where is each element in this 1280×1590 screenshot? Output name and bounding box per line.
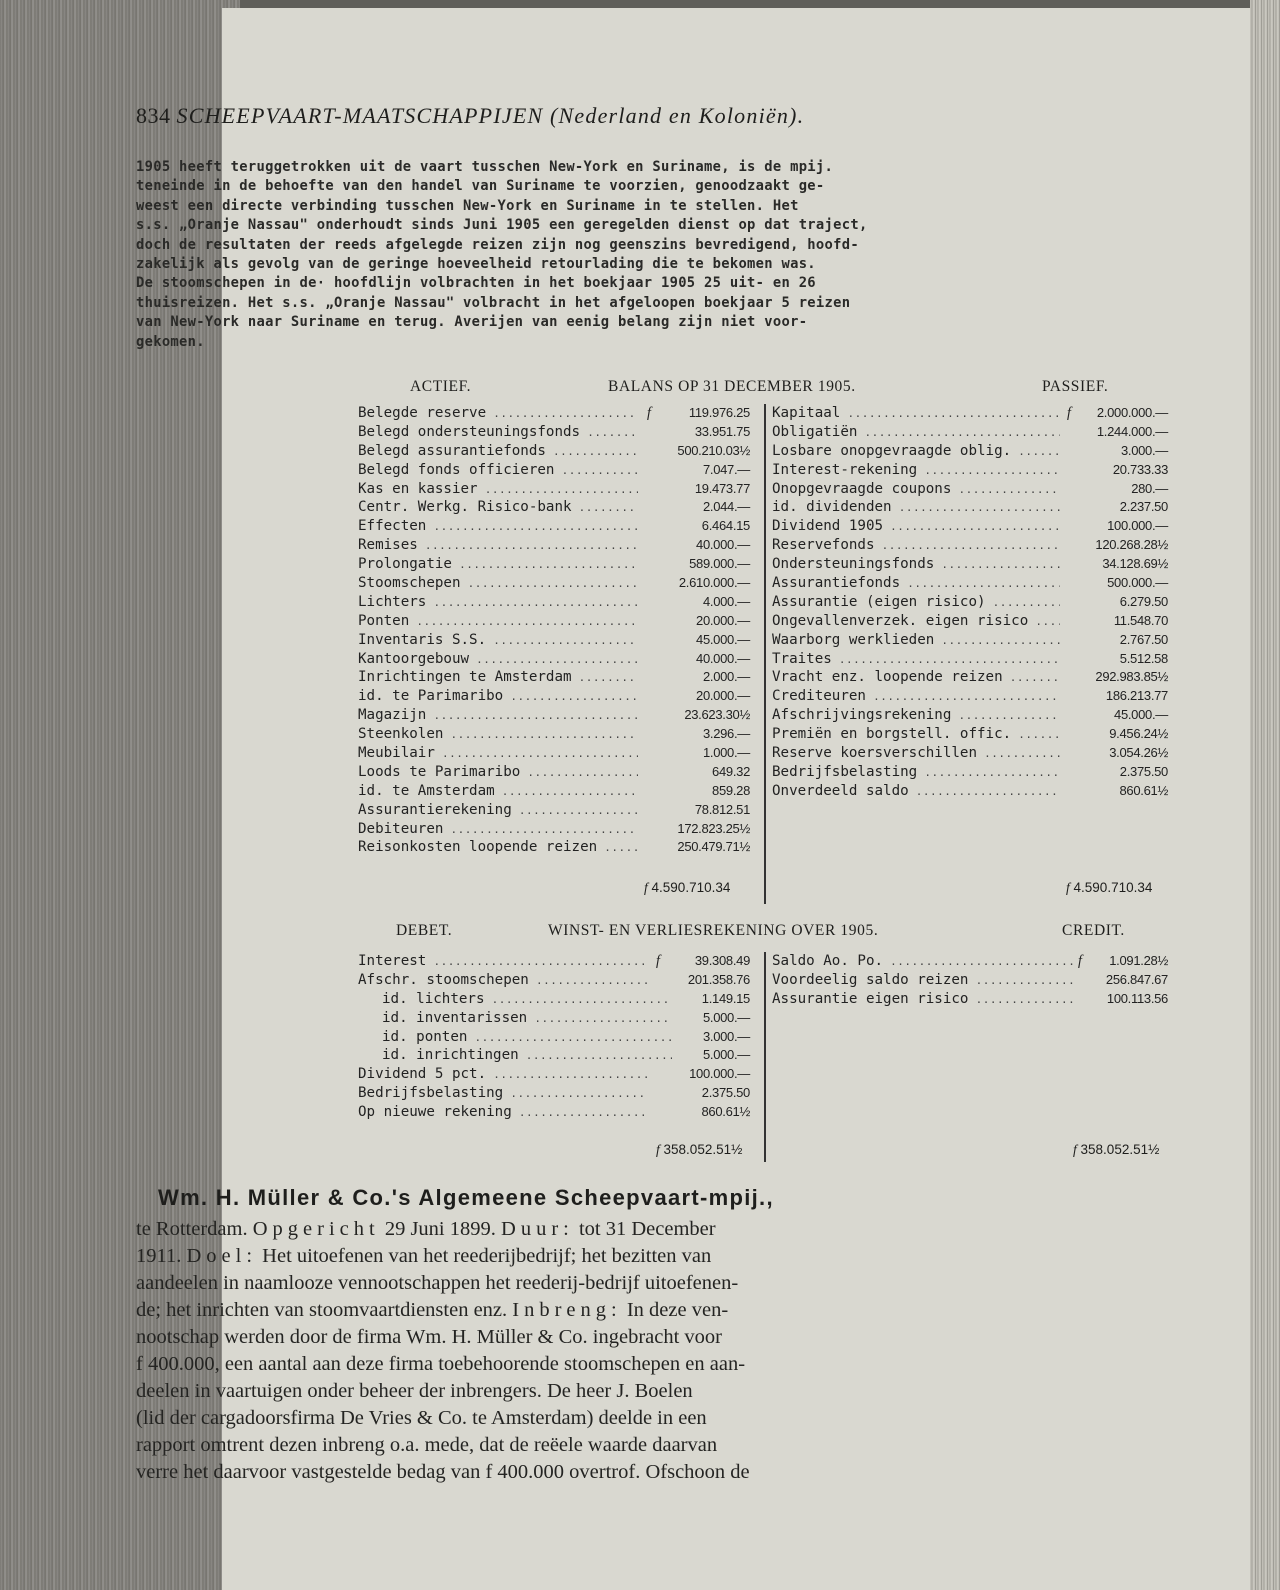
ledger-label: Kapitaal .....: [772, 404, 1060, 424]
ledger-row: [358, 990, 758, 1009]
ledger-label: Kantoorgebouw .....: [358, 650, 638, 670]
ledger-row: [358, 820, 758, 839]
ledger-amount: 11.548.70: [1113, 612, 1168, 628]
ledger-amount: 2.375.50: [701, 1085, 750, 1101]
ledger-amount: 201.358.76: [687, 971, 750, 987]
company-text-line: aandeelen in naamlooze vennootschappen het reederij-bedrijf uitoefenen-: [136, 1272, 739, 1294]
ledger-amount: 256.847.67: [1105, 971, 1168, 987]
ledger-amount: 3.296.—: [702, 726, 750, 742]
ledger-row: [358, 952, 758, 971]
currency-symbol: f: [647, 405, 651, 421]
currency-symbol: f: [656, 953, 660, 969]
company-text-line: 1911. Doel: Het uitoefenen van het reederijbedrijf; het bezitten van: [136, 1245, 712, 1267]
ledger-row: [358, 650, 758, 669]
ledger-row: [358, 1028, 758, 1047]
ledger-row: [358, 668, 758, 687]
ledger-label: id. inrichtingen .....: [358, 1046, 672, 1066]
ledger-amount: 2.000.000.—: [1096, 405, 1168, 420]
ledger-amount: 1.000.—: [702, 745, 750, 761]
ledger-label: Debiteuren .....: [358, 820, 638, 840]
ledger-amount: 5.000.—: [702, 1009, 750, 1025]
ledger-row: [772, 725, 1172, 744]
balans-total-actief: f 4.590.710.34: [644, 880, 731, 895]
ledger-amount: 2.767.50: [1119, 631, 1168, 647]
ledger-row: [772, 612, 1172, 631]
balans-divider: [764, 404, 766, 904]
company-text-line: deelen in vaartuigen onder beheer der inbrengers. De heer J. Boelen: [136, 1380, 693, 1402]
ledger-label: Afschrijvingsrekening .....: [772, 706, 1060, 726]
ledger-amount: 186.213.77: [1105, 688, 1168, 704]
ledger-amount: 4.000.—: [702, 593, 750, 609]
ledger-label: Assurantie (eigen risico) .....: [772, 593, 1060, 613]
ledger-label: Meubilair .....: [358, 744, 638, 764]
ledger-amount: 20.000.—: [696, 612, 750, 628]
ledger-row: [358, 480, 758, 499]
ledger-label: Reserve koersverschillen .....: [772, 744, 1060, 764]
ledger-row: [772, 423, 1172, 442]
ledger-amount: 292.983.85½: [1095, 669, 1168, 685]
ledger-row: [772, 990, 1172, 1009]
balans-title: BALANS OP 31 DECEMBER 1905.: [608, 378, 856, 395]
page-header: [136, 103, 1156, 129]
ledger-amount: 45.000.—: [696, 631, 750, 647]
ledger-amount: 3.054.26½: [1109, 745, 1168, 761]
ledger-amount: 649.32: [712, 763, 750, 779]
ledger-label: Bedrijfsbelasting .....: [772, 763, 1060, 783]
ledger-row: [772, 782, 1172, 801]
ledger-row: [358, 971, 758, 990]
ledger-amount: 860.61½: [701, 1104, 750, 1120]
ledger-amount: 39.308.49: [694, 953, 750, 968]
company-title: Wm. H. Müller & Co.'s Algemeene Scheepvaart-mpij.,: [158, 1185, 774, 1210]
ledger-amount: 20.000.—: [696, 688, 750, 704]
ledger-row: [358, 687, 758, 706]
ledger-amount: 20.733.33: [1112, 461, 1168, 477]
ledger-label: id. inventarissen .....: [358, 1009, 672, 1029]
ledger-label: Premiën en borgstell. offic. .....: [772, 725, 1060, 745]
winst-credit-list: [772, 952, 1172, 1009]
ledger-row: [772, 631, 1172, 650]
intro-line: thuisreizen. Het s.s. „Oranje Nassau" volbracht in het afgeloopen boekjaar 5 reizen: [136, 294, 851, 311]
ledger-label: id. ponten .....: [358, 1028, 672, 1048]
ledger-label: id. dividenden .....: [772, 498, 1060, 518]
ledger-amount: 3.000.—: [1120, 442, 1168, 458]
currency-symbol: f: [1078, 953, 1082, 969]
ledger-amount: 120.268.28½: [1095, 537, 1168, 553]
company-text-line: de; het inrichten van stoomvaartdiensten enz. Inbreng: In deze ven-: [136, 1299, 729, 1321]
ledger-label: Assurantie eigen risico .....: [772, 990, 1074, 1010]
ledger-row: [772, 687, 1172, 706]
ledger-row: [358, 442, 758, 461]
ledger-amount: 2.044.—: [702, 499, 750, 515]
ledger-row: [772, 706, 1172, 725]
ledger-amount: 2.375.50: [1119, 763, 1168, 779]
ledger-label: Reservefonds .....: [772, 536, 1060, 556]
ledger-amount: 172.823.25½: [677, 820, 750, 836]
ledger-row: [772, 498, 1172, 517]
ledger-row: [358, 744, 758, 763]
ledger-label: Belegd ondersteuningsfonds .....: [358, 423, 638, 443]
ledger-row: [358, 1046, 758, 1065]
ledger-label: Obligatiën .....: [772, 423, 1060, 443]
ledger-label: Interest-rekening .....: [772, 461, 1060, 481]
ledger-amount: 78.812.51: [694, 801, 750, 817]
ledger-label: Prolongatie .....: [358, 555, 638, 575]
company-text-line: verre het daarvoor vastgestelde bedag van f 400.000 overtrof. Ofschoon de: [136, 1461, 750, 1483]
ledger-amount: 250.479.71½: [677, 839, 750, 855]
ledger-row: [772, 668, 1172, 687]
ledger-label: Assurantiefonds .....: [772, 574, 1060, 594]
intro-paragraph: [136, 158, 951, 352]
company-text-line: nootschap werden door de firma Wm. H. Müller & Co. ingebracht voor: [136, 1326, 723, 1348]
ledger-amount: 100.113.56: [1106, 990, 1168, 1006]
ledger-label: Bedrijfsbelasting .....: [358, 1084, 648, 1104]
winst-divider: [764, 952, 766, 1162]
winst-title: WINST- EN VERLIESREKENING OVER 1905.: [548, 922, 879, 939]
ledger-label: Loods te Parimaribo .....: [358, 763, 638, 783]
ledger-amount: 6.464.15: [701, 518, 750, 534]
ledger-row: [358, 801, 758, 820]
ledger-label: Traites .....: [772, 650, 1060, 670]
ledger-row: [772, 593, 1172, 612]
ledger-row: [772, 650, 1172, 669]
ledger-amount: 589.000.—: [689, 556, 750, 572]
ledger-label: Saldo Ao. Po. .....: [772, 952, 1074, 972]
ledger-row: [358, 763, 758, 782]
ledger-amount: 280.—: [1131, 480, 1168, 496]
ledger-label: Op nieuwe rekening .....: [358, 1103, 648, 1123]
ledger-row: [358, 1009, 758, 1028]
ledger-row: [358, 725, 758, 744]
ledger-row: [358, 574, 758, 593]
intro-line: teneinde in de behoefte van den handel van Suriname te voorzien, genoodzaakt ge-: [136, 178, 825, 195]
ledger-amount: 23.623.30½: [684, 707, 750, 723]
book-right-edge: [1250, 0, 1280, 1590]
ledger-row: [772, 404, 1172, 423]
ledger-label: Losbare onopgevraagde oblig. .....: [772, 442, 1060, 462]
ledger-label: Belegd fonds officieren .....: [358, 461, 638, 481]
balans-passief-header: PASSIEF.: [1042, 378, 1109, 395]
ledger-label: Remises .....: [358, 536, 638, 556]
ledger-label: Waarborg werklieden .....: [772, 631, 1060, 651]
ledger-amount: 7.047.—: [702, 461, 750, 477]
ledger-label: Stoomschepen .....: [358, 574, 638, 594]
ledger-row: [358, 404, 758, 423]
ledger-label: Voordeelig saldo reizen .....: [772, 971, 1074, 991]
ledger-row: [772, 744, 1172, 763]
company-text-line: te Rotterdam. Opgericht 29 Juni 1899. Duur: tot 31 December: [136, 1218, 716, 1240]
ledger-label: Kas en kassier .....: [358, 480, 638, 500]
ledger-row: [772, 517, 1172, 536]
ledger-row: [772, 763, 1172, 782]
ledger-label: Centr. Werkg. Risico-bank .....: [358, 498, 638, 518]
ledger-amount: 5.000.—: [702, 1047, 750, 1063]
ledger-amount: 1.091.28½: [1109, 953, 1168, 968]
ledger-amount: 859.28: [712, 782, 750, 798]
ledger-row: [772, 555, 1172, 574]
ledger-label: Reisonkosten loopende reizen .....: [358, 838, 638, 858]
ledger-label: Lichters .....: [358, 593, 638, 613]
ledger-amount: 9.456.24½: [1109, 726, 1168, 742]
ledger-row: [772, 971, 1172, 990]
ledger-row: [358, 536, 758, 555]
currency-symbol: f: [1067, 405, 1071, 421]
ledger-row: [358, 593, 758, 612]
winst-credit-header: CREDIT.: [1062, 922, 1125, 939]
company-text-line: f 400.000, een aantal aan deze firma toebehoorende stoomschepen en aan-: [136, 1353, 746, 1375]
ledger-label: Ondersteuningsfonds .....: [772, 555, 1060, 575]
ledger-amount: 860.61½: [1119, 782, 1168, 798]
ledger-row: [358, 423, 758, 442]
ledger-row: [358, 706, 758, 725]
ledger-label: Assurantierekening .....: [358, 801, 638, 821]
ledger-amount: 40.000.—: [696, 537, 750, 553]
ledger-label: id. te Parimaribo .....: [358, 687, 638, 707]
ledger-row: [358, 838, 758, 857]
intro-line: s.s. „Oranje Nassau" onderhoudt sinds Juni 1905 een geregelden dienst op dat traject,: [136, 217, 868, 234]
ledger-amount: 34.128.69½: [1102, 556, 1168, 572]
ledger-label: Interest .....: [358, 952, 648, 972]
ledger-amount: 1.244.000.—: [1096, 423, 1168, 439]
company-text-line: (lid der cargadoorsfirma De Vries & Co. te Amsterdam) deelde in een: [136, 1407, 707, 1429]
winst-total-credit: f 358.052.51½: [1073, 1142, 1160, 1157]
ledger-label: Belegd assurantiefonds .....: [358, 442, 638, 462]
winst-debet-header: DEBET.: [396, 922, 453, 939]
ledger-label: Inventaris S.S. .....: [358, 631, 638, 651]
intro-line: zakelijk als gevolg van de geringe hoeveelheid retourlading die te bekomen was.: [136, 256, 816, 273]
winst-total-debet: f 358.052.51½: [656, 1142, 743, 1157]
ledger-label: id. te Amsterdam .....: [358, 782, 638, 802]
balans-passief-list: [772, 404, 1172, 801]
ledger-label: Afschr. stoomschepen .....: [358, 971, 648, 991]
intro-line: weest een directe verbinding tusschen New-York en Suriname in te stellen. Het: [136, 197, 799, 214]
ledger-row: [358, 555, 758, 574]
ledger-label: Crediteuren .....: [772, 687, 1060, 707]
ledger-row: [358, 498, 758, 517]
ledger-amount: 2.610.000.—: [678, 575, 750, 591]
intro-line: gekomen.: [136, 333, 205, 350]
ledger-amount: 5.512.58: [1119, 650, 1168, 666]
intro-line: De stoomschepen in de· hoofdlijn volbrachten in het boekjaar 1905 25 uit- en 26: [136, 275, 816, 292]
ledger-row: [772, 574, 1172, 593]
ledger-row: [358, 517, 758, 536]
ledger-row: [772, 536, 1172, 555]
intro-line: doch de resultaten der reeds afgelegde reizen zijn nog geenszins bevredigend, hoofd-: [136, 236, 859, 253]
ledger-label: Magazijn .....: [358, 706, 638, 726]
ledger-label: Onverdeeld saldo .....: [772, 782, 1060, 802]
balans-actief-header: ACTIEF.: [410, 378, 472, 395]
ledger-amount: 100.000.—: [689, 1066, 750, 1082]
ledger-row: [358, 612, 758, 631]
ledger-row: [358, 1103, 758, 1122]
ledger-label: Ponten .....: [358, 612, 638, 632]
winst-debet-list: [358, 952, 758, 1122]
ledger-label: Vracht enz. loopende reizen .....: [772, 668, 1060, 688]
company-description: [136, 1216, 946, 1486]
ledger-row: [358, 461, 758, 480]
ledger-amount: 2.000.—: [702, 669, 750, 685]
ledger-amount: 3.000.—: [702, 1028, 750, 1044]
ledger-amount: 119.976.25: [688, 405, 750, 420]
ledger-amount: 19.473.77: [694, 480, 750, 496]
intro-line: van New-York naar Suriname en terug. Averijen van eenig belang zijn niet voor-: [136, 314, 808, 331]
ledger-label: Ongevallenverzek. eigen risico .....: [772, 612, 1060, 632]
ledger-label: Effecten .....: [358, 517, 638, 537]
ledger-amount: 45.000.—: [1114, 707, 1168, 723]
ledger-amount: 1.149.15: [701, 990, 750, 1006]
ledger-row: [772, 480, 1172, 499]
ledger-row: [358, 782, 758, 801]
ledger-label: Belegde reserve .....: [358, 404, 638, 424]
ledger-row: [358, 1084, 758, 1103]
balans-actief-list: [358, 404, 758, 857]
ledger-row: [772, 952, 1172, 971]
ledger-row: [772, 442, 1172, 461]
ledger-row: [358, 1065, 758, 1084]
ledger-amount: 100.000.—: [1107, 518, 1168, 534]
ledger-amount: 500.210.03½: [677, 442, 750, 458]
page-running-title: SCHEEPVAART-MAATSCHAPPIJEN (Nederland en Koloniën).: [176, 103, 805, 128]
ledger-label: Onopgevraagde coupons .....: [772, 480, 1060, 500]
ledger-amount: 6.279.50: [1119, 593, 1168, 609]
ledger-amount: 40.000.—: [696, 650, 750, 666]
ledger-amount: 2.237.50: [1119, 499, 1168, 515]
ledger-label: Inrichtingen te Amsterdam .....: [358, 668, 638, 688]
ledger-label: id. lichters .....: [358, 990, 672, 1010]
ledger-amount: 33.951.75: [694, 423, 750, 439]
ledger-row: [358, 631, 758, 650]
ledger-label: Dividend 5 pct. .....: [358, 1065, 648, 1085]
ledger-amount: 500.000.—: [1107, 575, 1168, 591]
company-text-line: rapport omtrent dezen inbreng o.a. mede, dat de reëele waarde daarvan: [136, 1434, 718, 1456]
page-number: 834: [136, 103, 171, 128]
ledger-row: [772, 461, 1172, 480]
balans-total-passief: f 4.590.710.34: [1066, 880, 1153, 895]
ledger-label: Steenkolen .....: [358, 725, 638, 745]
ledger-label: Dividend 1905 .....: [772, 517, 1060, 537]
intro-line: 1905 heeft teruggetrokken uit de vaart tusschen New-York en Suriname, is de mpij.: [136, 159, 834, 175]
